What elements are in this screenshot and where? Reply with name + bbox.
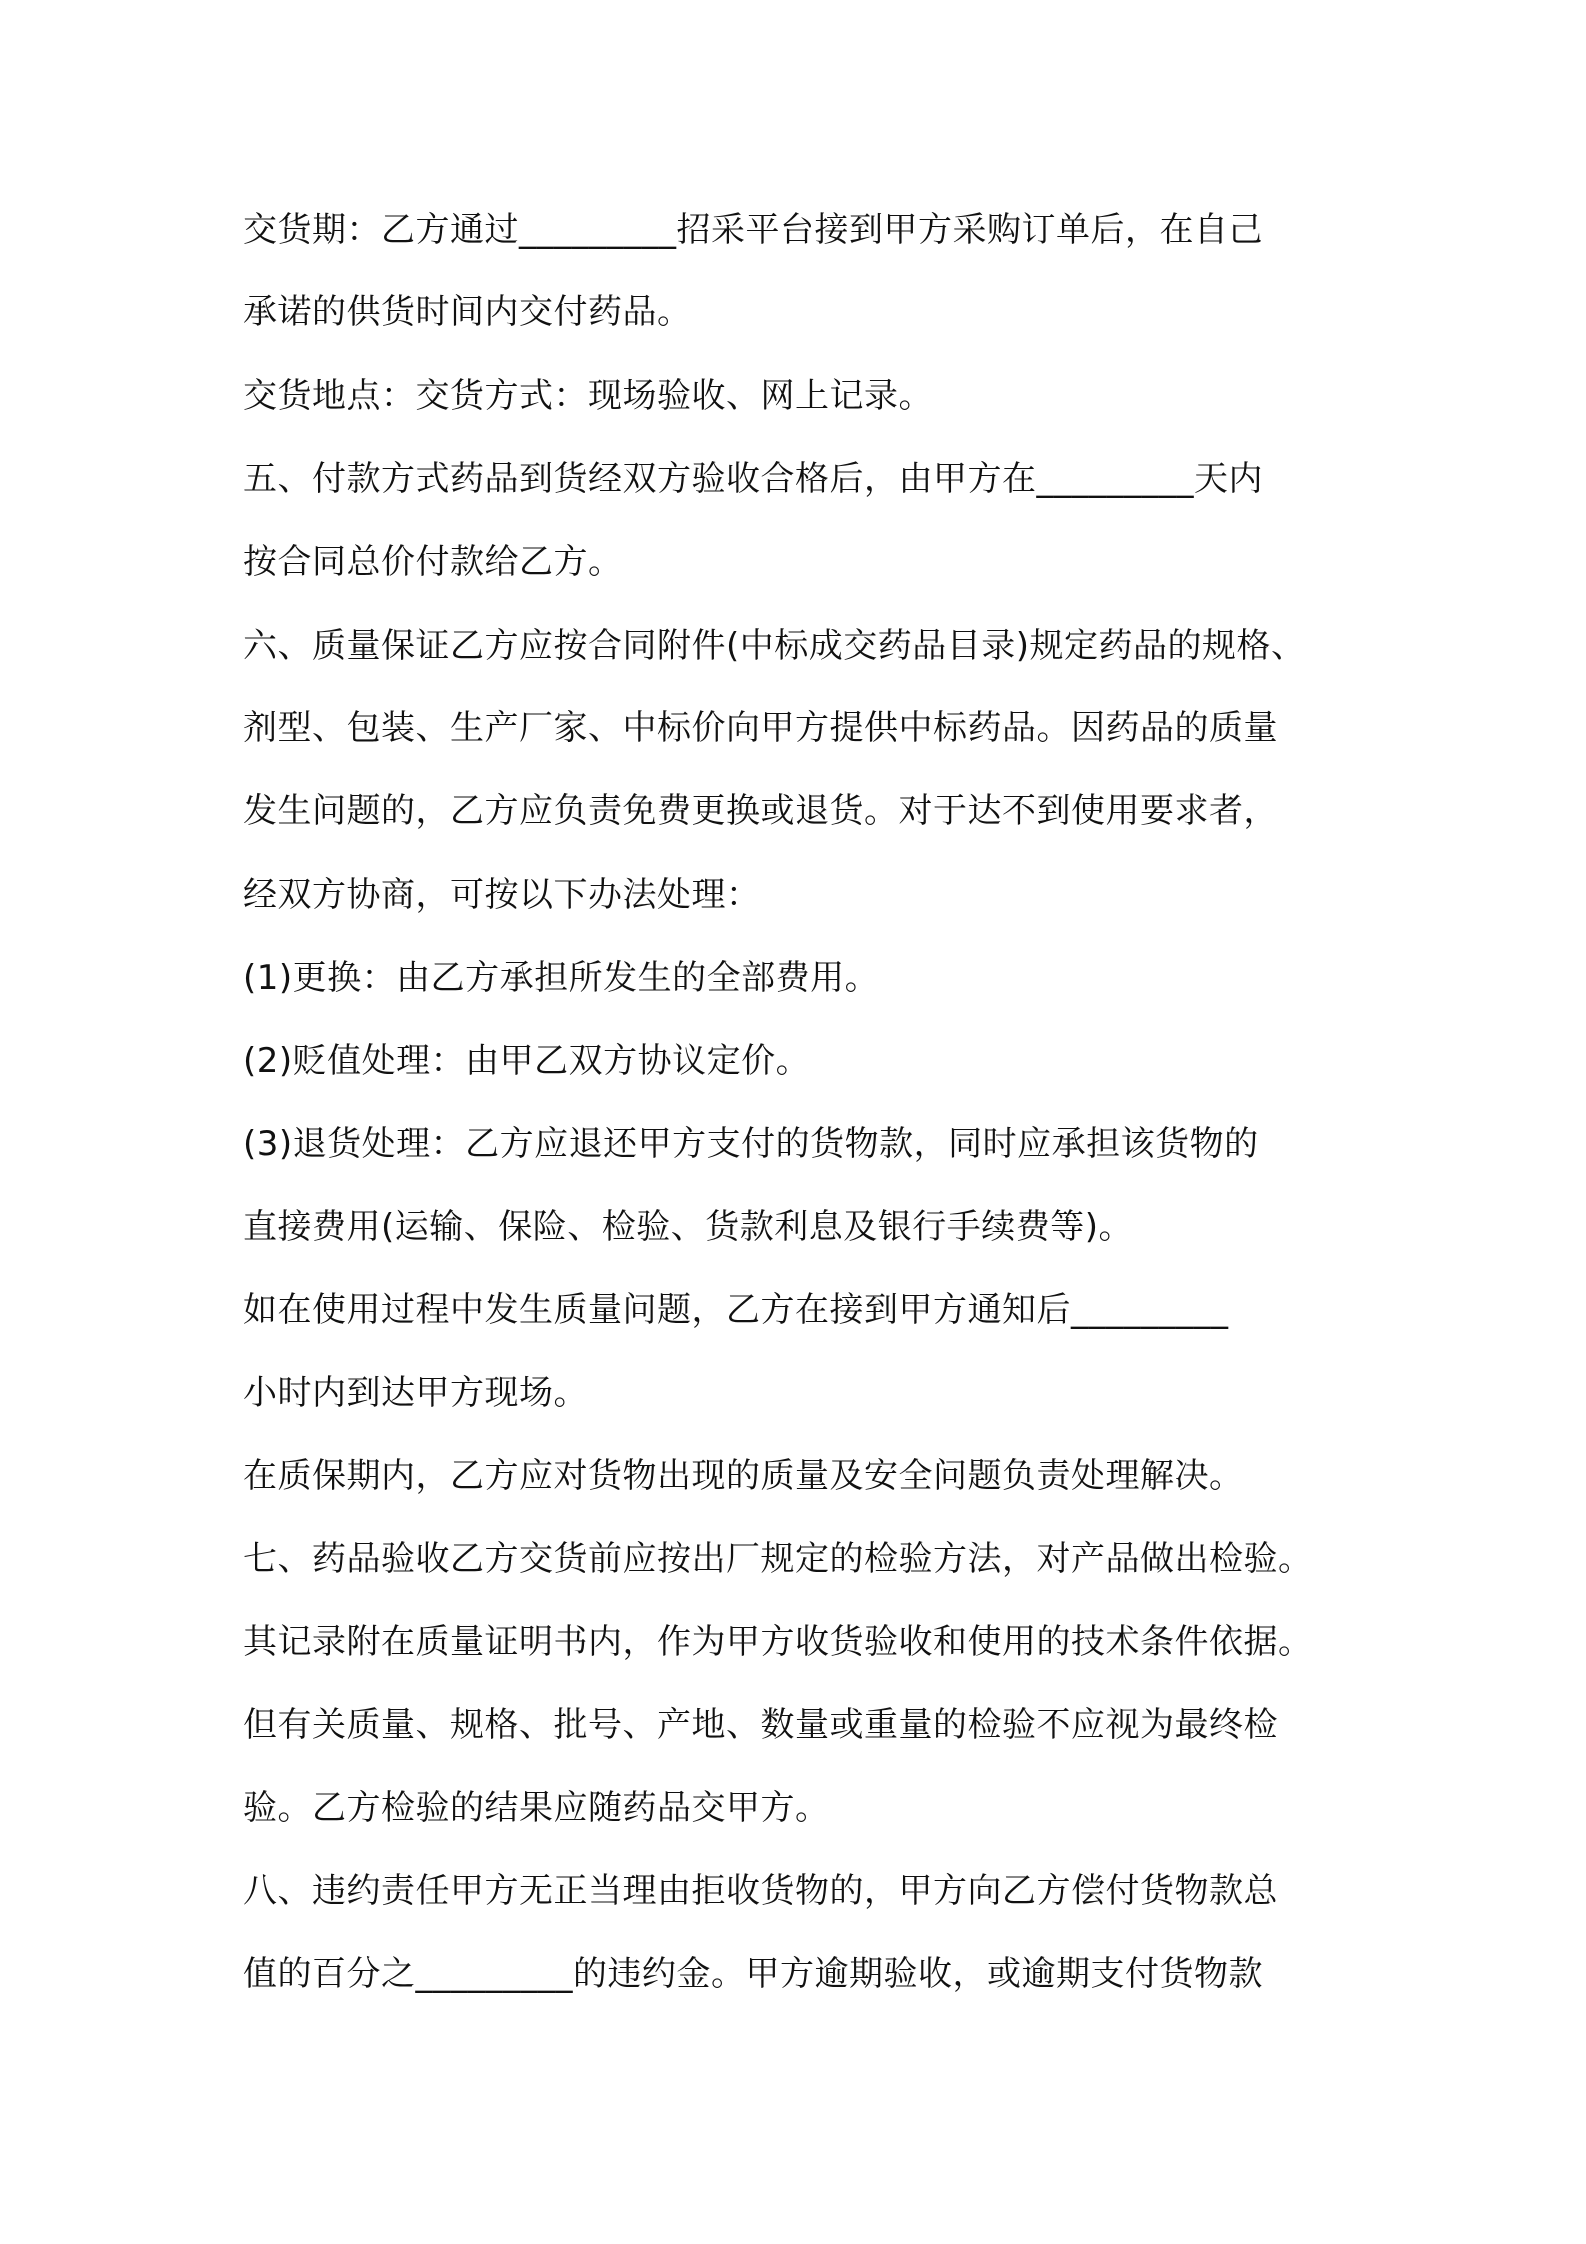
text-line: 经双方协商，可按以下办法处理： [243, 875, 761, 915]
text-line: 按合同总价付款给乙方。 [243, 542, 623, 582]
text-line: 交货地点：交货方式：现场验收、网上记录。 [243, 376, 933, 416]
text-line: 发生问题的，乙方应负责免费更换或退货。对于达不到使用要求者， [243, 791, 1278, 831]
text-line: 承诺的供货时间内交付药品。 [243, 292, 692, 332]
text-line: 验。乙方检验的结果应随药品交甲方。 [243, 1788, 830, 1828]
text-line: 五、付款方式药品到货经双方验收合格后，由甲方在_________天内 [243, 459, 1263, 499]
text-line: (3)退货处理：乙方应退还甲方支付的货物款，同时应承担该货物的 [243, 1124, 1259, 1164]
text-line: 交货期：乙方通过_________招采平台接到甲方采购订单后，在自己 [243, 210, 1263, 250]
text-line: 八、违约责任甲方无正当理由拒收货物的，甲方向乙方偿付货物款总 [243, 1871, 1278, 1911]
text-line: (2)贬值处理：由甲乙双方协议定价。 [243, 1041, 811, 1081]
text-line: 六、质量保证乙方应按合同附件(中标成交药品目录)规定药品的规格、 [243, 626, 1306, 666]
text-line: 其记录附在质量证明书内，作为甲方收货验收和使用的技术条件依据。 [243, 1622, 1313, 1662]
text-line: 小时内到达甲方现场。 [243, 1373, 588, 1413]
text-line: (1)更换：由乙方承担所发生的全部费用。 [243, 958, 880, 998]
text-line: 如在使用过程中发生质量问题，乙方在接到甲方通知后_________ [243, 1290, 1229, 1330]
text-line: 值的百分之_________的违约金。甲方逾期验收，或逾期支付货物款 [243, 1954, 1263, 1994]
text-line: 在质保期内，乙方应对货物出现的质量及安全问题负责处理解决。 [243, 1456, 1244, 1496]
text-line: 直接费用(运输、保险、检验、货款利息及银行手续费等)。 [243, 1207, 1134, 1247]
text-line: 剂型、包装、生产厂家、中标价向甲方提供中标药品。因药品的质量 [243, 708, 1278, 748]
text-line: 但有关质量、规格、批号、产地、数量或重量的检验不应视为最终检 [243, 1705, 1278, 1745]
text-line: 七、药品验收乙方交货前应按出厂规定的检验方法，对产品做出检验。 [243, 1539, 1313, 1579]
